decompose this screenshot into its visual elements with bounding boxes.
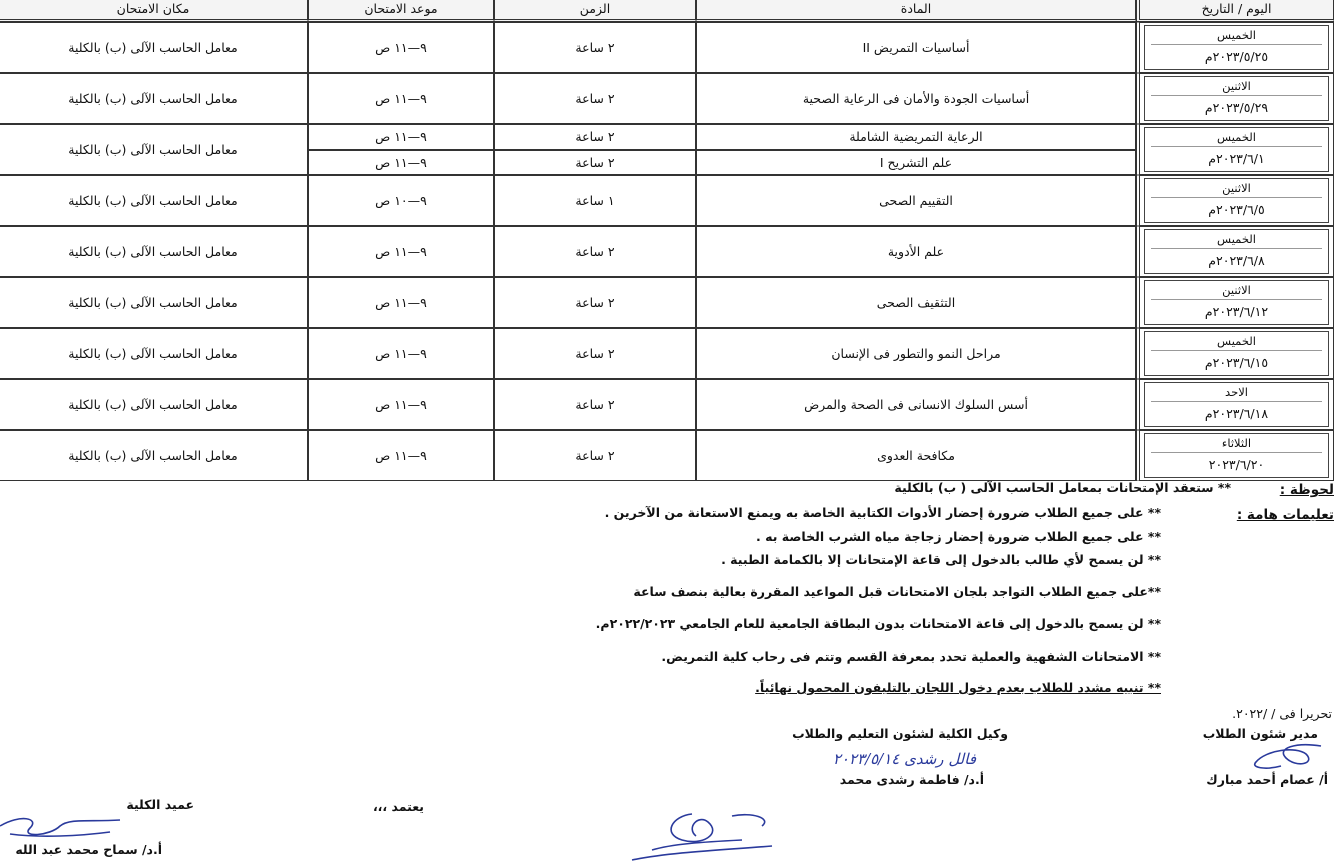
dean-name: أ.د/ سماح محمد عبد الله: [15, 842, 162, 857]
student-affairs-name: أ/ عصام أحمد مبارك: [1206, 772, 1328, 787]
subject-cell: التقييم الصحى: [696, 175, 1136, 226]
vice-dean-title: وكيل الكلية لشئون التعليم والطلاب: [792, 726, 1008, 741]
note-label: لحوظة :: [1279, 482, 1334, 498]
exam-place-cell: معامل الحاسب الآلى (ب) بالكلية: [0, 379, 308, 430]
day-date-cell: [1136, 175, 1334, 226]
day-date-cell: [1136, 328, 1334, 379]
note-text: ** ستعقد الإمتحانات بمعامل الحاسب الآلى ( ب) بالكلية: [894, 480, 1231, 495]
day-name: الخميس: [1217, 334, 1256, 348]
day-name: الخميس: [1217, 130, 1256, 144]
table-row: [0, 175, 1334, 226]
exam-time-cell: ٩—١١ ص: [308, 150, 494, 176]
header-subject: المادة: [696, 0, 1136, 22]
subject-cell: علم التشريح I: [696, 150, 1136, 176]
day-name: الثلاثاء: [1221, 436, 1252, 450]
subject-cell: أساسيات الجودة والأمان فى الرعاية الصحية: [696, 73, 1136, 124]
exam-time-cell: ٩—١١ ص: [308, 226, 494, 277]
exam-place-cell: معامل الحاسب الآلى (ب) بالكلية: [0, 226, 308, 277]
center-signature-icon: [612, 804, 782, 866]
duration-cell: ٢ ساعة: [494, 124, 696, 150]
day-date-cell: [1136, 73, 1334, 124]
day-date-cell: [1136, 124, 1334, 175]
subject-cell: علم الأدوية: [696, 226, 1136, 277]
day-name: الخميس: [1217, 232, 1256, 246]
exam-date: ٢٠٢٣/٦/١٨م: [1151, 401, 1322, 426]
exam-time-cell: ٩—١١ ص: [308, 124, 494, 150]
duration-cell: ٢ ساعة: [494, 22, 696, 73]
header-exam-time: موعد الامتحان: [308, 0, 494, 22]
exam-place-cell: معامل الحاسب الآلى (ب) بالكلية: [0, 22, 308, 73]
subject-cell: أساسيات التمريض II: [696, 22, 1136, 73]
exam-date: ٢٠٢٣/٥/٢٥م: [1151, 44, 1322, 69]
approve-text: يعتمد ،،،: [372, 799, 424, 814]
day-date-cell: [1136, 430, 1334, 481]
table-header-row: [0, 0, 1334, 22]
subject-cell: مكافحة العدوى: [696, 430, 1136, 481]
duration-cell: ٢ ساعة: [494, 73, 696, 124]
table-row: [0, 328, 1334, 379]
exam-time-cell: ٩—١١ ص: [308, 328, 494, 379]
table-row: [0, 22, 1334, 73]
student-affairs-title: مدير شئون الطلاب: [1202, 726, 1318, 741]
subject-cell: مراحل النمو والتطور فى الإنسان: [696, 328, 1136, 379]
dean-signature-icon: [0, 808, 130, 842]
table-row: [0, 226, 1334, 277]
duration-cell: ٢ ساعة: [494, 150, 696, 176]
exam-date: ٢٠٢٣/٥/٢٩م: [1151, 95, 1322, 120]
instruction-item: ** لن يسمح لأي طالب بالدخول إلى قاعة الإمتحانات إلا بالكمامة الطبية .: [721, 552, 1161, 567]
subject-cell: أسس السلوك الانسانى فى الصحة والمرض: [696, 379, 1136, 430]
exam-date: ٢٠٢٣/٦/٢٠: [1151, 452, 1322, 477]
exam-place-cell: معامل الحاسب الآلى (ب) بالكلية: [0, 175, 308, 226]
exam-date: ٢٠٢٣/٦/١م: [1151, 146, 1322, 171]
instruction-item: ** على جميع الطلاب ضرورة إحضار زجاجة مياه الشرب الخاصة به .: [756, 529, 1161, 544]
table-body: [0, 22, 1334, 481]
duration-cell: ٢ ساعة: [494, 328, 696, 379]
exam-date: ٢٠٢٣/٦/١٢م: [1151, 299, 1322, 324]
exam-time-cell: ٩—١١ ص: [308, 73, 494, 124]
exam-time-cell: ٩—١١ ص: [308, 277, 494, 328]
day-date-cell: [1136, 226, 1334, 277]
header-day-date: اليوم / التاريخ: [1136, 0, 1334, 22]
instruction-item: ** على جميع الطلاب ضرورة إحضار الأدوات الكتابية الخاصة به ويمنع الاستعانة من الآخرين .: [604, 505, 1161, 520]
table-row: [0, 430, 1334, 481]
extra-instruction: ** الامتحانات الشفهية والعملية تحدد بمعرفة القسم وتتم فى رحاب كلية التمريض.: [661, 649, 1161, 664]
exam-time-cell: ٩—١١ ص: [308, 430, 494, 481]
header-exam-place: مكان الامتحان: [0, 0, 308, 22]
exam-date: ٢٠٢٣/٦/٥م: [1151, 197, 1322, 222]
duration-cell: ٢ ساعة: [494, 430, 696, 481]
exam-place-cell: معامل الحاسب الآلى (ب) بالكلية: [0, 430, 308, 481]
date-line: تحريرا فى / /٢٠٢٢.: [1232, 706, 1332, 721]
exam-place-cell: معامل الحاسب الآلى (ب) بالكلية: [0, 328, 308, 379]
day-name: الخميس: [1217, 28, 1256, 42]
day-name: الاثنين: [1222, 283, 1251, 297]
table-row: [0, 124, 1334, 150]
duration-cell: ٢ ساعة: [494, 226, 696, 277]
day-name: الاثنين: [1222, 79, 1251, 93]
exam-place-cell: معامل الحاسب الآلى (ب) بالكلية: [0, 124, 308, 175]
exam-date: ٢٠٢٣/٦/٨م: [1151, 248, 1322, 273]
student-affairs-signature-icon: [1226, 738, 1326, 774]
table-row: [0, 379, 1334, 430]
duration-cell: ٢ ساعة: [494, 277, 696, 328]
subject-cell: التثقيف الصحى: [696, 277, 1136, 328]
dean-title: عميد الكلية: [126, 797, 194, 812]
day-date-cell: [1136, 277, 1334, 328]
duration-cell: ١ ساعة: [494, 175, 696, 226]
instructions-label: تعليمات هامة :: [1236, 507, 1334, 523]
exam-place-cell: معامل الحاسب الآلى (ب) بالكلية: [0, 277, 308, 328]
extra-instruction: **على جميع الطلاب التواجد بلجان الامتحانات قبل المواعيد المقررة بعالية بنصف ساعة: [633, 584, 1161, 599]
exam-time-cell: ٩—١٠ ص: [308, 175, 494, 226]
vice-dean-name: أ.د/ فاطمة رشدى محمد: [839, 772, 984, 787]
day-name: الاثنين: [1222, 181, 1251, 195]
table-row: [0, 73, 1334, 124]
phone-warning: ** تنبيه مشدد للطلاب بعدم دخول اللجان بالتليفون المحمول نهائياً.: [755, 680, 1161, 695]
duration-cell: ٢ ساعة: [494, 379, 696, 430]
exam-date: ٢٠٢٣/٦/١٥م: [1151, 350, 1322, 375]
subject-cell: الرعاية التمريضية الشاملة: [696, 124, 1136, 150]
extra-instruction: ** لن يسمح بالدخول إلى قاعة الامتحانات بدون البطاقة الجامعية للعام الجامعي ٢٠٢٢/٢٠٢٣م.: [595, 616, 1161, 631]
exam-place-cell: معامل الحاسب الآلى (ب) بالكلية: [0, 73, 308, 124]
day-name: الاحد: [1225, 385, 1248, 399]
day-date-cell: [1136, 379, 1334, 430]
exam-time-cell: ٩—١١ ص: [308, 379, 494, 430]
handwritten-note: فالل رشدى ٢٠٢٣/٥/١٤: [832, 750, 976, 768]
exam-time-cell: ٩—١١ ص: [308, 22, 494, 73]
day-date-cell: [1136, 22, 1334, 73]
header-duration: الزمن: [494, 0, 696, 22]
table-row: [0, 277, 1334, 328]
